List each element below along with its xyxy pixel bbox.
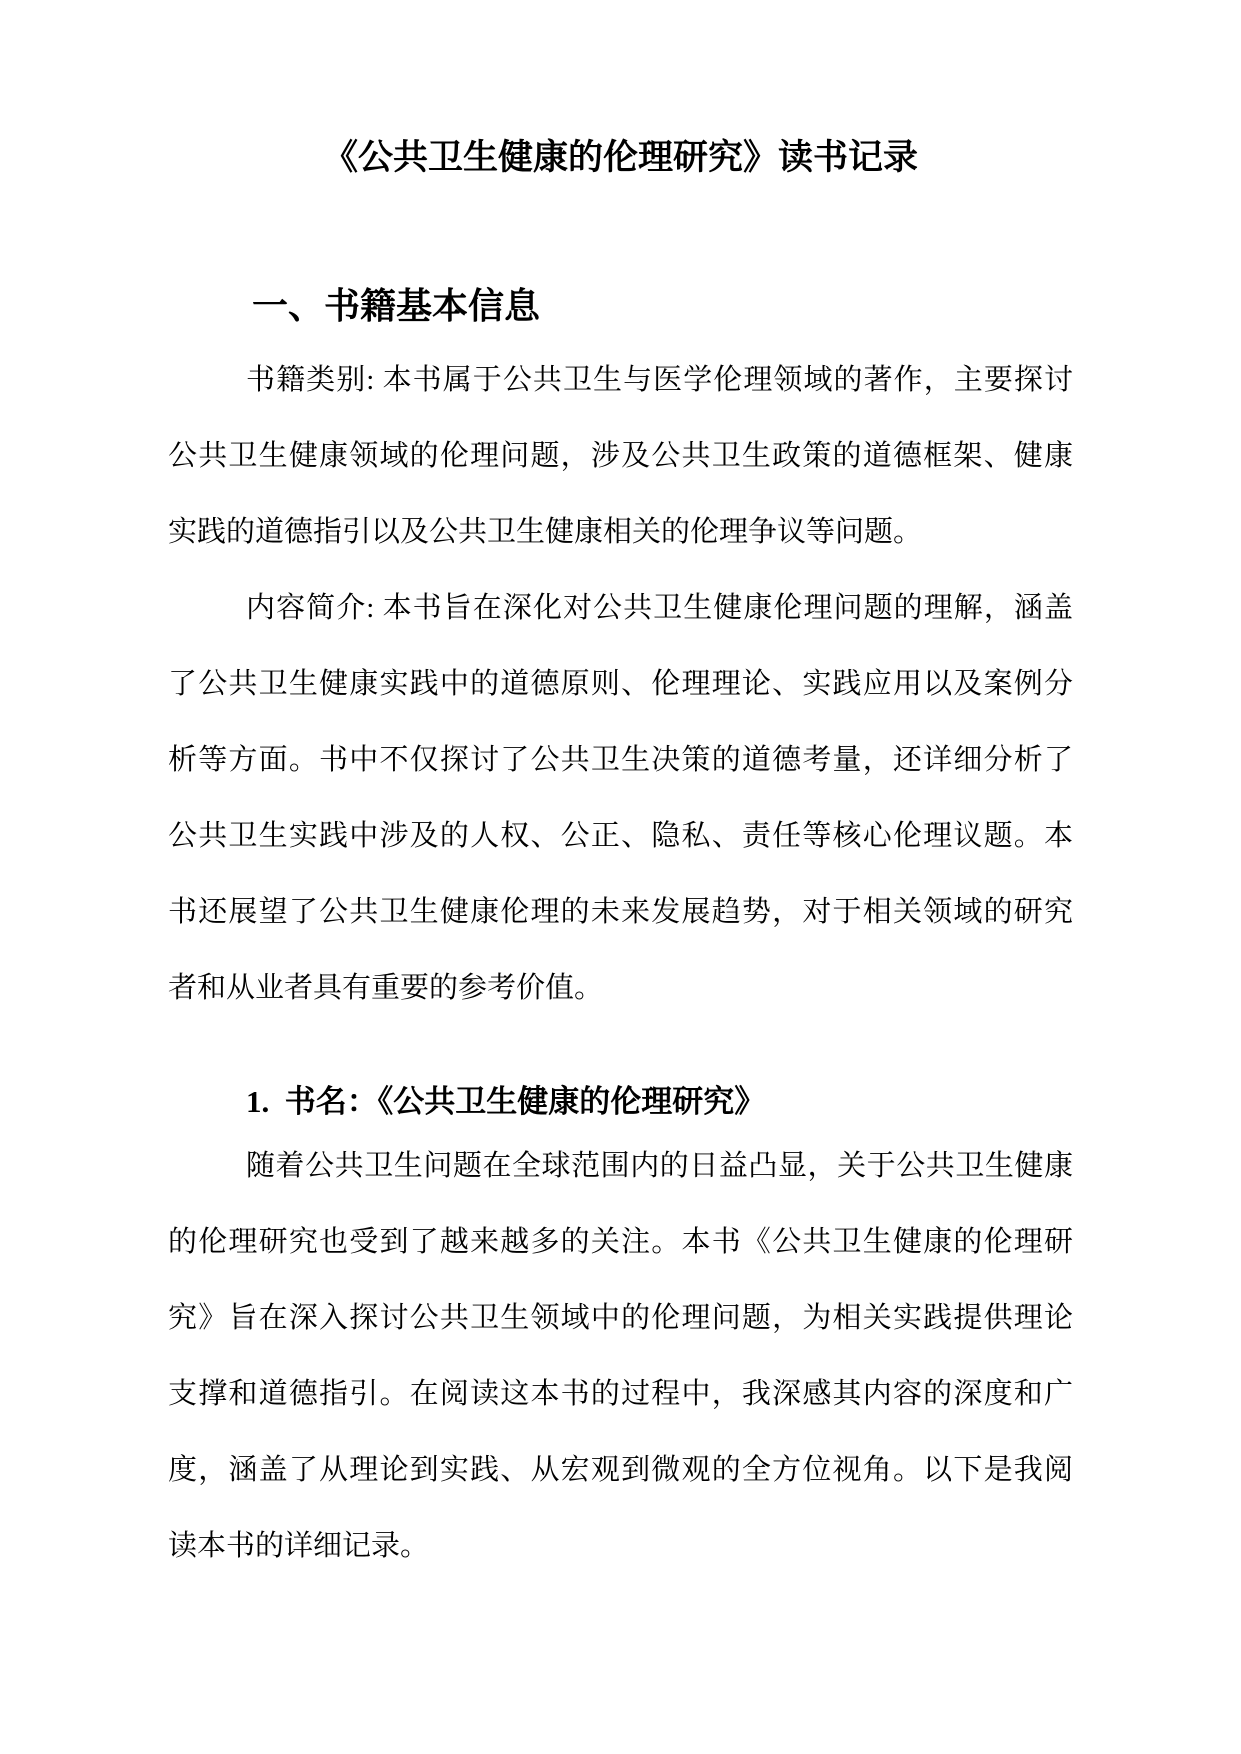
text-line: 公共卫生实践中涉及的人权、公正、隐私、责任等核心伦理议题。本	[168, 820, 1073, 852]
paragraph	[168, 570, 1073, 1026]
paragraph	[168, 1128, 1073, 1584]
text-line: 随着公共卫生问题在全球范围内的日益凸显，关于公共卫生健康	[246, 1150, 1073, 1182]
text-line: 公共卫生健康领域的伦理问题，涉及公共卫生政策的道德框架、健康	[168, 440, 1073, 472]
paragraph	[168, 342, 1073, 570]
text-line: 书还展望了公共卫生健康伦理的未来发展趋势，对于相关领域的研究	[168, 896, 1073, 928]
sub-heading: 1. 书名：《公共卫生健康的伦理研究》	[246, 1084, 766, 1119]
document-body	[168, 282, 1073, 1584]
document-content	[168, 0, 1073, 1584]
text-line: 的伦理研究也受到了越来越多的关注。本书《公共卫生健康的伦理研	[168, 1226, 1073, 1258]
text-line: 内容简介: 本书旨在深化对公共卫生健康伦理问题的理解，涵盖	[246, 592, 1073, 624]
text-line: 实践的道德指引以及公共卫生健康相关的伦理争议等问题。	[168, 516, 923, 548]
text-line: 支撑和道德指引。在阅读这本书的过程中，我深感其内容的深度和广	[168, 1378, 1073, 1410]
text-line: 书籍类别: 本书属于公共卫生与医学伦理领域的著作，主要探讨	[246, 364, 1073, 396]
section-heading: 一、书籍基本信息	[252, 286, 541, 326]
text-line: 读本书的详细记录。	[168, 1530, 430, 1562]
text-line: 析等方面。书中不仅探讨了公共卫生决策的道德考量，还详细分析了	[168, 744, 1073, 776]
text-line: 了公共卫生健康实践中的道德原则、伦理理论、实践应用以及案例分	[168, 668, 1073, 700]
text-line: 度，涵盖了从理论到实践、从宏观到微观的全方位视角。以下是我阅	[168, 1454, 1073, 1486]
text-line: 者和从业者具有重要的参考价值。	[168, 972, 604, 1004]
text-line: 究》旨在深入探讨公共卫生领域中的伦理问题，为相关实践提供理论	[168, 1302, 1073, 1334]
document-title: 《公共卫生健康的伦理研究》读书记录	[322, 138, 918, 177]
